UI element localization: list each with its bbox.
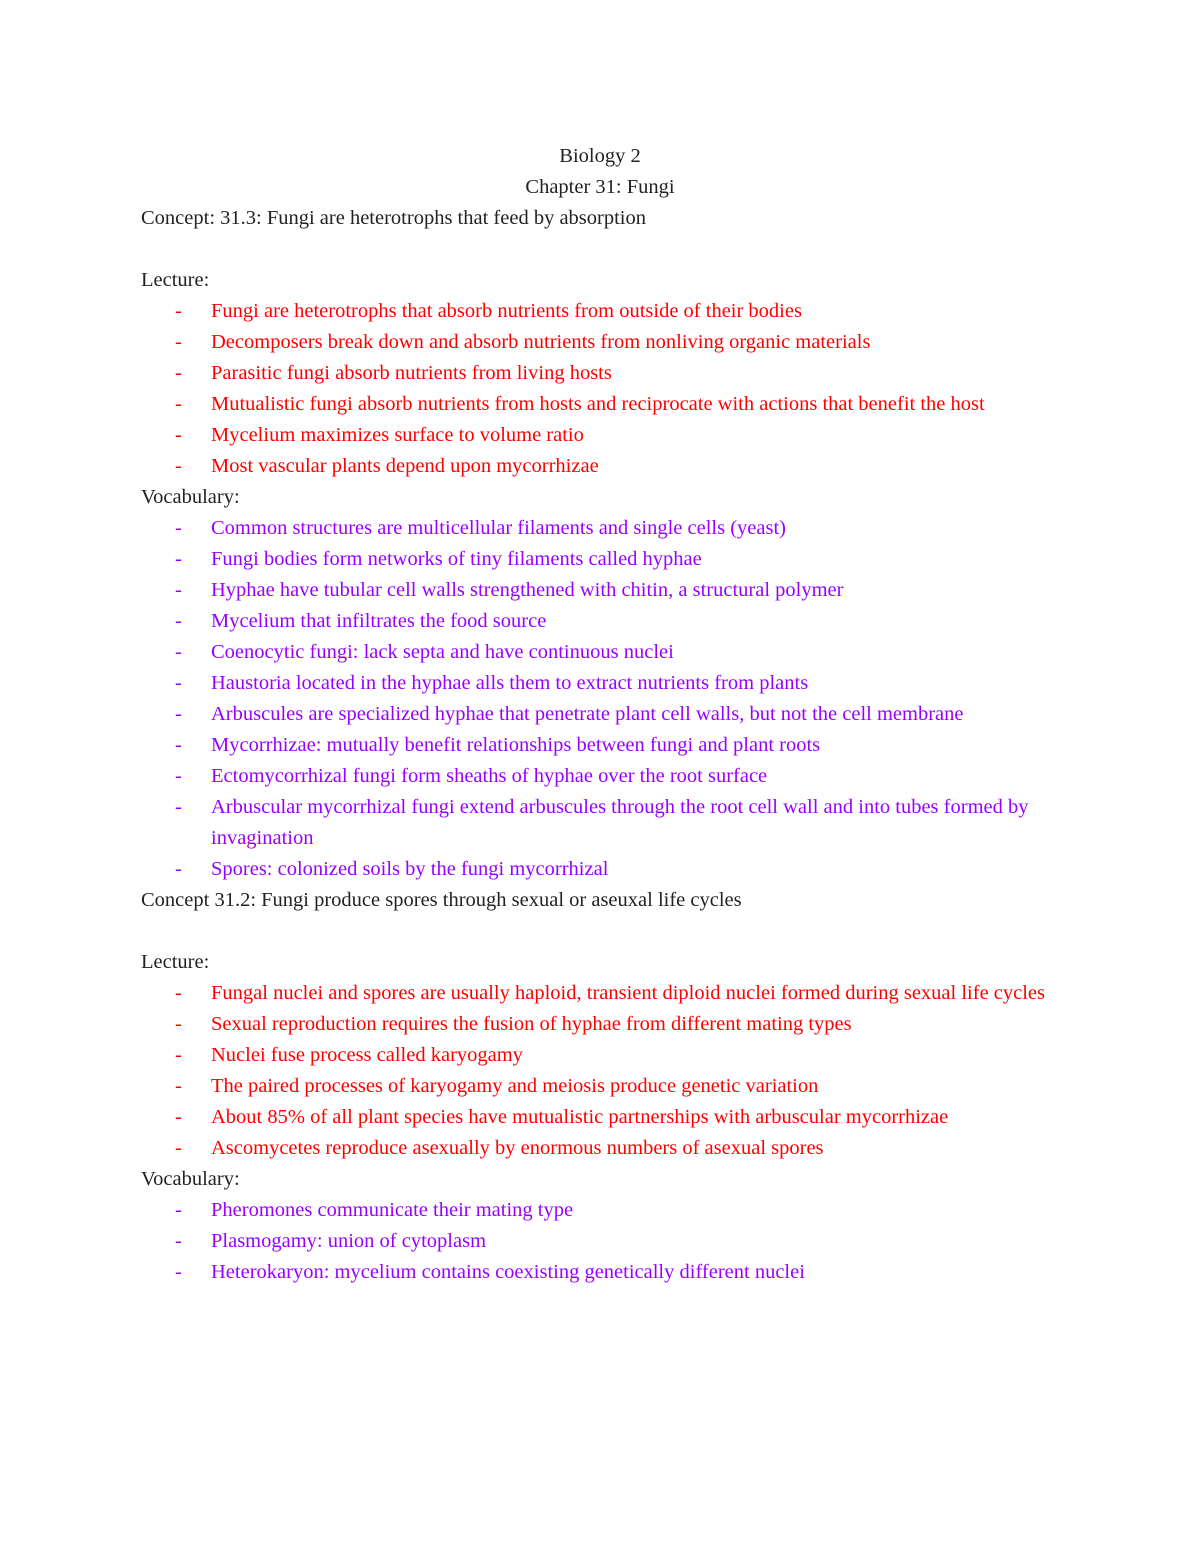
list-item-text: Most vascular plants depend upon mycorrhizae	[211, 455, 599, 477]
list-item-text: Common structures are multicellular filaments and single cells (yeast)	[211, 517, 786, 539]
dash-bullet: -	[175, 765, 182, 787]
concept-heading: Concept: 31.3: Fungi are heterotrophs that feed by absorption	[141, 207, 646, 229]
chapter-title: Chapter 31: Fungi	[525, 176, 675, 198]
lecture-heading: Lecture:	[141, 269, 210, 291]
list-item	[141, 606, 1081, 637]
list-item-text: Fungal nuclei and spores are usually haploid, transient diploid nuclei formed during sexual life cycles	[211, 982, 1046, 1004]
vocabulary-list	[141, 513, 1080, 885]
dash-bullet: -	[175, 300, 182, 322]
dash-bullet: -	[175, 672, 182, 694]
list-item-text: Sexual reproduction requires the fusion of hyphae from different mating types	[211, 1013, 852, 1035]
list-item	[141, 792, 1081, 854]
vocabulary-heading: Vocabulary:	[141, 1168, 240, 1190]
spacer	[141, 234, 1080, 265]
dash-bullet: -	[175, 610, 182, 632]
list-item	[141, 451, 1081, 482]
dash-bullet: -	[175, 455, 182, 477]
dash-bullet: -	[175, 1261, 182, 1283]
list-item-text: The paired processes of karyogamy and meiosis produce genetic variation	[211, 1075, 819, 1097]
dash-bullet: -	[175, 393, 182, 415]
list-item-text: Ascomycetes reproduce asexually by enormous numbers of asexual spores	[211, 1137, 824, 1159]
list-item-text: Fungi are heterotrophs that absorb nutrients from outside of their bodies	[211, 300, 802, 322]
list-item-text: Arbuscular mycorrhizal fungi extend arbuscules through the root cell wall and into tubes formed by invagination	[211, 796, 1029, 849]
spacer	[141, 916, 1080, 947]
list-item	[141, 513, 1081, 544]
list-item	[141, 1040, 1081, 1071]
dash-bullet: -	[175, 517, 182, 539]
list-item-text: Heterokaryon: mycelium contains coexisting genetically different nuclei	[211, 1261, 805, 1283]
lecture-list	[141, 296, 1080, 482]
list-item-text: Ectomycorrhizal fungi form sheaths of hyphae over the root surface	[211, 765, 768, 787]
list-item-text: Spores: colonized soils by the fungi mycorrhizal	[211, 858, 609, 880]
dash-bullet: -	[175, 703, 182, 725]
dash-bullet: -	[175, 1230, 182, 1252]
list-item	[141, 637, 1081, 668]
dash-bullet: -	[175, 331, 182, 353]
list-item	[141, 1009, 1081, 1040]
dash-bullet: -	[175, 1075, 182, 1097]
dash-bullet: -	[175, 548, 182, 570]
vocabulary-heading: Vocabulary:	[141, 486, 240, 508]
list-item-text: Plasmogamy: union of cytoplasm	[211, 1230, 487, 1252]
list-item	[141, 1102, 1081, 1133]
dash-bullet: -	[175, 362, 182, 384]
list-item-text: Mycelium that infiltrates the food source	[211, 610, 547, 632]
list-item	[141, 699, 1081, 730]
list-item-text: Fungi bodies form networks of tiny filaments called hyphae	[211, 548, 702, 570]
list-item-text: Nuclei fuse process called karyogamy	[211, 1044, 523, 1066]
list-item	[141, 575, 1081, 606]
dash-bullet: -	[175, 1137, 182, 1159]
list-item	[141, 1257, 1081, 1288]
list-item	[141, 1071, 1081, 1102]
list-item-text: Coenocytic fungi: lack septa and have continuous nuclei	[211, 641, 674, 663]
dash-bullet: -	[175, 424, 182, 446]
list-item	[141, 296, 1081, 327]
concept-heading: Concept 31.2: Fungi produce spores through sexual or aseuxal life cycles	[141, 889, 742, 911]
dash-bullet: -	[175, 1044, 182, 1066]
course-title: Biology 2	[559, 145, 641, 167]
concept-section	[141, 203, 1080, 885]
list-item-text: About 85% of all plant species have mutualistic partnerships with arbuscular mycorrhizae	[211, 1106, 949, 1128]
list-item	[141, 389, 1081, 420]
list-item	[141, 730, 1081, 761]
list-item	[141, 420, 1081, 451]
dash-bullet: -	[175, 796, 182, 818]
dash-bullet: -	[175, 1106, 182, 1128]
dash-bullet: -	[175, 1013, 182, 1035]
dash-bullet: -	[175, 734, 182, 756]
list-item	[141, 854, 1081, 885]
dash-bullet: -	[175, 858, 182, 880]
list-item	[141, 1195, 1081, 1226]
lecture-list	[141, 978, 1080, 1164]
dash-bullet: -	[175, 982, 182, 1004]
list-item-text: Decomposers break down and absorb nutrients from nonliving organic materials	[211, 331, 871, 353]
dash-bullet: -	[175, 579, 182, 601]
concept-section	[141, 885, 1080, 1288]
list-item	[141, 761, 1081, 792]
list-item	[141, 1133, 1081, 1164]
list-item	[141, 358, 1081, 389]
lecture-heading: Lecture:	[141, 951, 210, 973]
list-item-text: Parasitic fungi absorb nutrients from living hosts	[211, 362, 612, 384]
vocabulary-list	[141, 1195, 1080, 1288]
list-item	[141, 978, 1081, 1009]
list-item-text: Haustoria located in the hyphae alls them to extract nutrients from plants	[211, 672, 809, 694]
list-item-text: Mutualistic fungi absorb nutrients from hosts and reciprocate with actions that benefit the host	[211, 393, 985, 415]
dash-bullet: -	[175, 641, 182, 663]
list-item	[141, 327, 1081, 358]
list-item-text: Arbuscules are specialized hyphae that penetrate plant cell walls, but not the cell membrane	[211, 703, 964, 725]
list-item	[141, 544, 1081, 575]
list-item-text: Pheromones communicate their mating type	[211, 1199, 574, 1221]
list-item-text: Mycorrhizae: mutually benefit relationships between fungi and plant roots	[211, 734, 821, 756]
list-item-text: Mycelium maximizes surface to volume ratio	[211, 424, 584, 446]
dash-bullet: -	[175, 1199, 182, 1221]
list-item	[141, 668, 1081, 699]
list-item	[141, 1226, 1081, 1257]
list-item-text: Hyphae have tubular cell walls strengthened with chitin, a structural polymer	[211, 579, 844, 601]
